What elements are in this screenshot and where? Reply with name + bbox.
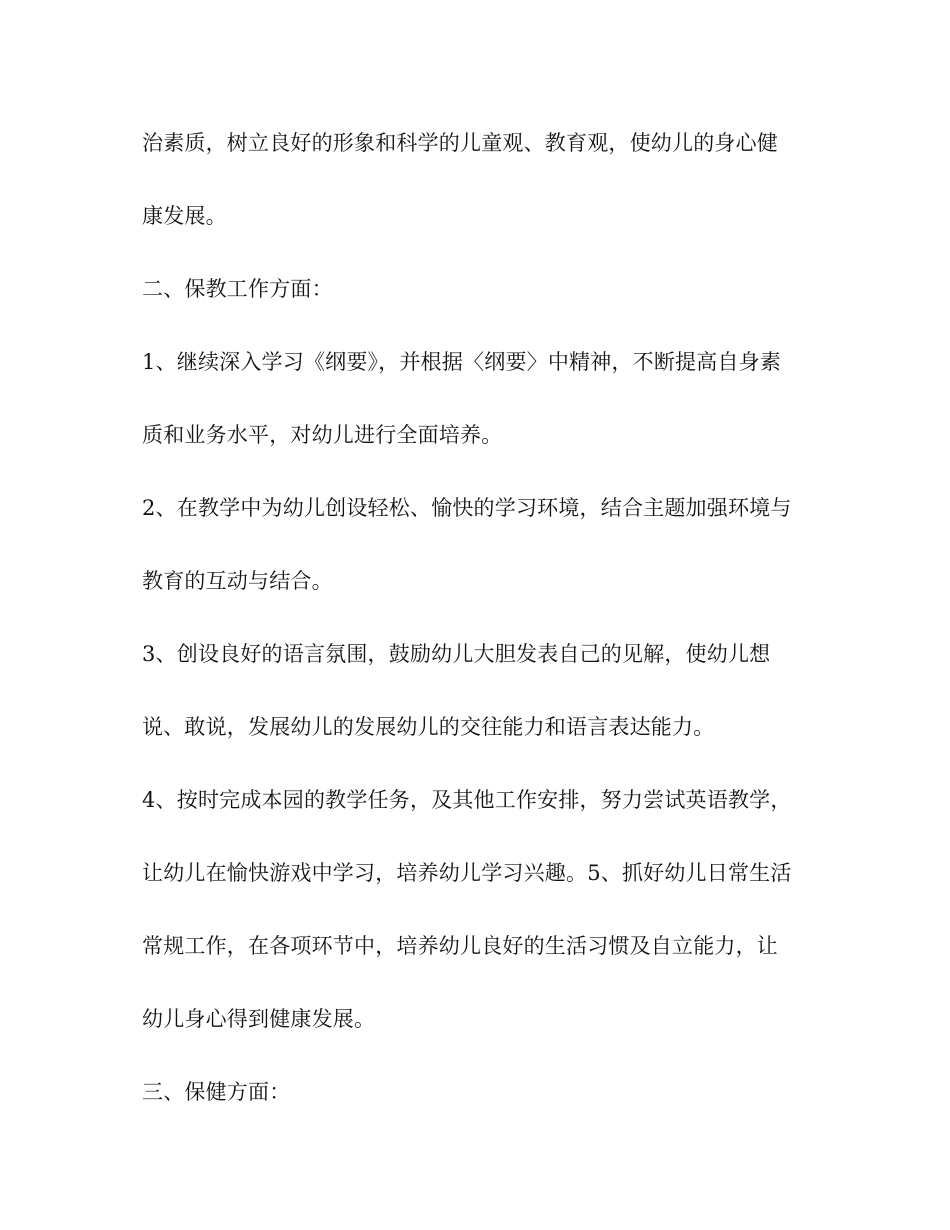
paragraph-line: 幼儿身心得到健康发展。 (142, 1007, 376, 1031)
section-heading: 三、保健方面： (142, 1080, 291, 1104)
paragraph-line: 让幼儿在愉快游戏中学习，培养幼儿学习兴趣。5、抓好幼儿日常生活 (142, 861, 792, 885)
paragraph-line: 教育的互动与结合。 (142, 569, 333, 593)
paragraph-line: 3、创设良好的语言氛围，鼓励幼儿大胆发表自己的见解，使幼儿想 (142, 642, 771, 666)
paragraph-line: 质和业务水平，对幼儿进行全面培养。 (142, 423, 503, 447)
paragraph-line: 治素质，树立良好的形象和科学的儿童观、教育观，使幼儿的身心健 (142, 131, 778, 155)
paragraph-line: 常规工作，在各项环节中，培养幼儿良好的生活习惯及自立能力，让 (142, 934, 778, 958)
section-heading: 二、保教工作方面： (142, 277, 333, 301)
paragraph-line: 2、在教学中为幼儿创设轻松、愉快的学习环境，结合主题加强环境与 (142, 496, 792, 520)
paragraph-line: 说、敢说，发展幼儿的发展幼儿的交往能力和语言表达能力。 (142, 715, 715, 739)
paragraph-line: 康发展。 (142, 204, 227, 228)
paragraph-line: 4、按时完成本园的教学任务，及其他工作安排，努力尝试英语教学， (142, 788, 792, 812)
paragraph-line: 1、继续深入学习《纲要》，并根据〈纲要〉中精神，不断提高自身素 (142, 350, 782, 374)
